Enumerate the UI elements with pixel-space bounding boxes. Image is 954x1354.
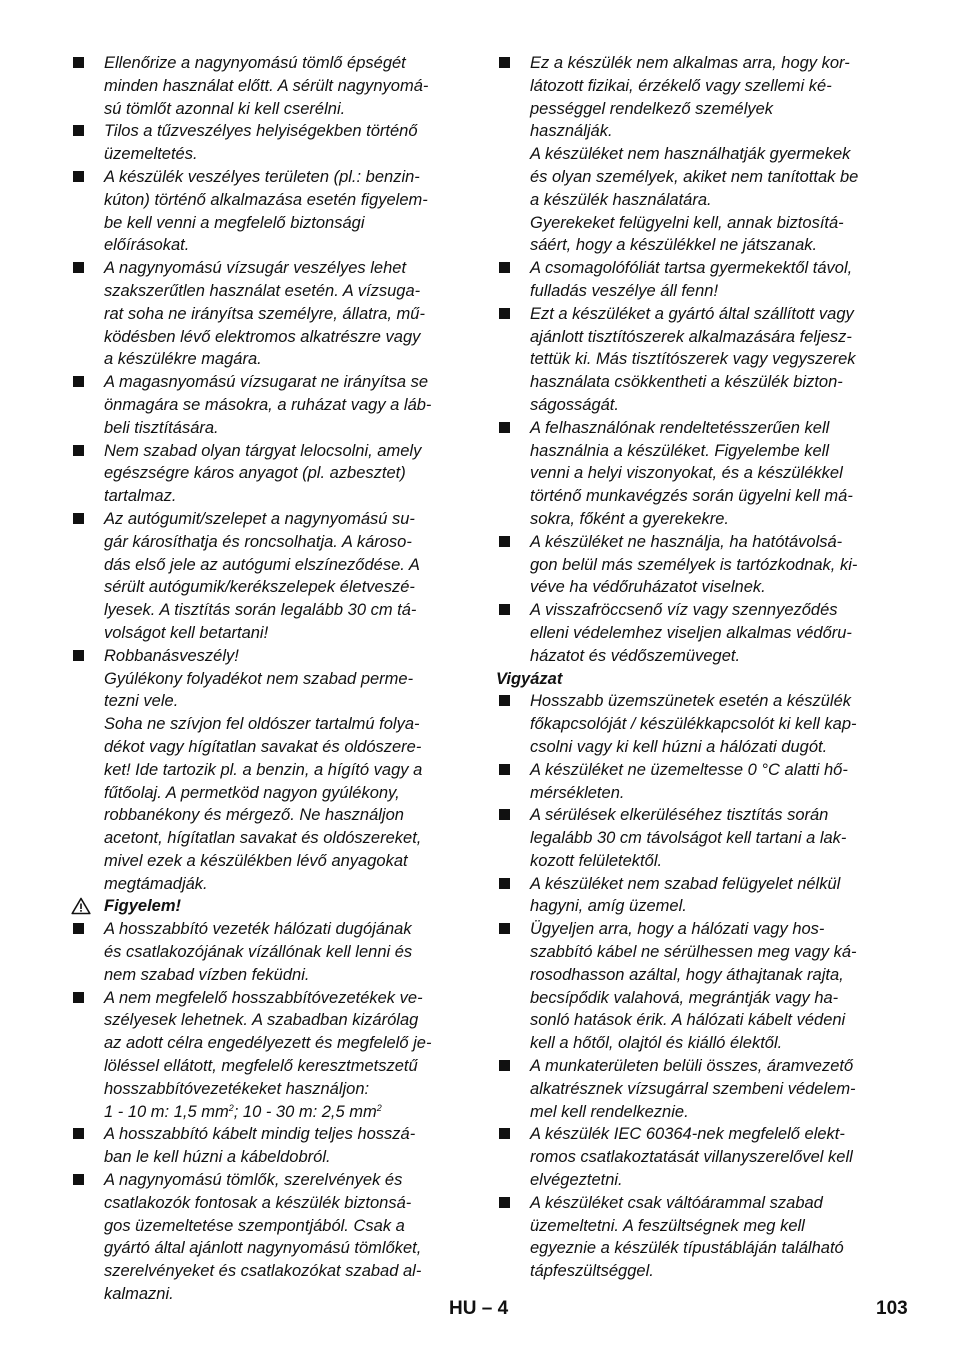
bullet-item xyxy=(70,166,462,257)
bullet-square-icon xyxy=(496,1123,530,1146)
cable-spec-line xyxy=(104,1101,462,1124)
bullet-square-icon xyxy=(70,508,104,531)
text-line: A nagynyomású vízsugár veszélyes lehet xyxy=(104,259,407,278)
text-line: lyesek. A tisztítás során legalább 30 cm tá- xyxy=(104,601,417,620)
item-text xyxy=(530,303,888,417)
bullet-item xyxy=(496,1123,888,1191)
text-line: pességgel rendelkező személyek xyxy=(530,99,774,118)
text-line: gon belül más személyek is tartózkodnak, ki- xyxy=(530,555,858,574)
text-line: gyártó által ajánlott nagynyomású tömlőket, xyxy=(104,1239,422,1258)
text-line: Ügyeljen arra, hogy a hálózati vagy hos- xyxy=(530,920,825,939)
text-line: házatot és védőszemüveget. xyxy=(530,646,741,665)
item-text xyxy=(104,52,462,120)
bullet-item xyxy=(70,918,462,986)
text-line: előírásokat. xyxy=(104,236,190,255)
text-line: főkapcsolóját / készülékkapcsolót ki kell kap- xyxy=(530,715,857,734)
bullet-item xyxy=(496,303,888,417)
text-line: A hosszabbító vezeték hálózati dugójának xyxy=(104,920,412,939)
bullet-item xyxy=(496,599,888,667)
text-line: szerelvényeket és csatlakozókat szabad al- xyxy=(104,1262,422,1281)
text-line: sáért, hogy a készülékkel ne játszanak. xyxy=(530,236,818,255)
item-text xyxy=(530,1192,888,1283)
spec-part: 1 - 10 m: 1,5 mm xyxy=(104,1102,229,1121)
text-line: Az autógumit/szelepet a nagynyomású su- xyxy=(104,509,415,528)
text-line: és olyan személyek, akiket nem tanítottak be xyxy=(530,167,859,186)
bullet-item xyxy=(70,645,462,896)
bullet-square-icon xyxy=(70,120,104,143)
bullet-item xyxy=(70,120,462,166)
bullet-square-icon xyxy=(496,690,530,713)
bullet-square-icon xyxy=(496,417,530,440)
bullet-square-icon xyxy=(70,52,104,75)
bullet-square-icon xyxy=(496,804,530,827)
text-line: elleni védelemhez viseljen alkalmas védőru- xyxy=(530,623,852,642)
item-text xyxy=(104,166,462,257)
text-line: mérsékleten. xyxy=(530,783,625,802)
bullet-square-icon xyxy=(70,1169,104,1192)
text-line: ket! Ide tartozik pl. a benzin, a hígító vagy a xyxy=(104,760,423,779)
text-line: egészségre káros anyagot (pl. azbesztet) xyxy=(104,464,406,483)
text-line: dás első jele az autógumi elszíneződése. A xyxy=(104,555,420,574)
text-line: és csatlakozójának vízállónak kell lenni és xyxy=(104,943,413,962)
item-text xyxy=(530,918,888,1055)
text-line: tápfeszültséggel. xyxy=(530,1262,654,1281)
text-line: acetont, hígítatlan savakat és oldószereket, xyxy=(104,829,422,848)
item-text xyxy=(530,257,888,303)
item-text xyxy=(530,531,888,599)
text-line: kell a hőtől, olajtól és kiálló élektől. xyxy=(530,1034,783,1053)
text-line: becsípődik valahová, megrántják vagy ha- xyxy=(530,988,839,1007)
text-line: Hosszabb üzemszünetek esetén a készülék xyxy=(530,692,852,711)
item-text xyxy=(104,645,462,896)
text-line: rat soha ne irányítsa személyre, állatra, mű- xyxy=(104,304,425,323)
text-line: ajánlott tisztítószerek alkalmazására feljesz- xyxy=(530,327,852,346)
bullet-square-icon xyxy=(70,257,104,280)
text-line: Soha ne szívjon fel oldószer tartalmú folya- xyxy=(104,715,420,734)
text-line: löléssel ellátott, megfelelő keresztmetszetű xyxy=(104,1057,418,1076)
bullet-square-icon xyxy=(70,166,104,189)
text-line: tezni vele. xyxy=(104,692,179,711)
warning-heading xyxy=(70,895,462,918)
bullet-item xyxy=(496,873,888,919)
text-line: A készülék veszélyes területen (pl.: benzin- xyxy=(104,167,420,186)
text-line: Nem szabad olyan tárgyat lelocsolni, amely xyxy=(104,441,422,460)
text-line: kúton) történő alkalmazása esetén figyelem- xyxy=(104,190,428,209)
text-line: gár károsíthatja és roncsolhatja. A károso- xyxy=(104,532,412,551)
bullet-square-icon xyxy=(70,645,104,668)
text-line: Figyelem! xyxy=(104,897,182,916)
text-line: venni a helyi viszonyokat, és a készülékkel xyxy=(530,464,843,483)
text-line: sú tömlőt azonnal ki kell cserélni. xyxy=(104,99,346,118)
text-line: önmagára se másokra, a ruházat vagy a láb- xyxy=(104,395,432,414)
item-text xyxy=(530,1055,888,1123)
text-line: Ellenőrize a nagynyomású tömlő épségét xyxy=(104,54,406,72)
bullet-item xyxy=(70,987,462,1124)
item-text xyxy=(530,599,888,667)
text-line: történő munkavégzés során ügyelni kell má- xyxy=(530,487,853,506)
item-text xyxy=(104,257,462,371)
text-line: csolni vagy ki kell húzni a hálózati dugót. xyxy=(530,737,828,756)
text-line: A nem megfelelő hosszabbítóvezetékek ve- xyxy=(104,988,423,1007)
bullet-item xyxy=(70,440,462,508)
text-line: robbanékony és mérgező. Ne használjon xyxy=(104,806,404,825)
text-line: elvégeztetni. xyxy=(530,1171,623,1190)
text-line: alkatrésznek vízsugárral szembeni védelem- xyxy=(530,1079,856,1098)
right-column xyxy=(496,52,888,1283)
bullet-item xyxy=(496,759,888,805)
text-line: ságosságát. xyxy=(530,395,619,414)
text-line: be kell venni a megfelelő biztonsági xyxy=(104,213,365,232)
bullet-item xyxy=(496,1192,888,1283)
text-line: Gyúlékony folyadékot nem szabad perme- xyxy=(104,669,414,688)
text-line: A felhasználónak rendeltetésszerűen kell xyxy=(530,418,830,437)
text-line: fűtőolaj. A permetköd nagyon gyúlékony, xyxy=(104,783,400,802)
text-line: kalmazni. xyxy=(104,1285,174,1304)
bullet-square-icon xyxy=(496,303,530,326)
bullet-item xyxy=(496,1055,888,1123)
text-line: Gyerekeket felügyelni kell, annak biztosítá- xyxy=(530,213,844,232)
text-line: A készüléket nem használhatják gyermekek xyxy=(530,145,851,164)
text-line: A készüléket nem szabad felügyelet nélkül xyxy=(530,874,841,893)
spec-sup: 2 xyxy=(228,1102,234,1113)
text-line: gos üzemeltetése szempontjából. Csak a xyxy=(104,1216,405,1235)
bullet-item xyxy=(496,417,888,531)
page-number: 103 xyxy=(876,1298,908,1319)
text-line: üzemeltetni. A feszültségnek meg kell xyxy=(530,1216,805,1235)
text-line: használata csökkentheti a készülék bizton- xyxy=(530,373,843,392)
text-line: használnia a készüléket. Figyelembe kell xyxy=(530,441,829,460)
item-text xyxy=(104,371,462,439)
warning-triangle-icon xyxy=(70,895,104,918)
item-text xyxy=(530,690,888,758)
bullet-item xyxy=(496,52,888,257)
item-text xyxy=(104,918,462,986)
text-line: A készüléket csak váltóárammal szabad xyxy=(530,1193,823,1212)
bullet-square-icon xyxy=(496,1192,530,1215)
text-line: Tilos a tűzveszélyes helyiségekben történő xyxy=(104,122,418,141)
bullet-item xyxy=(496,531,888,599)
item-text xyxy=(530,417,888,531)
text-line: Robbanásveszély! xyxy=(104,646,239,665)
text-line: megtámadják. xyxy=(104,874,208,893)
text-line: használják. xyxy=(530,122,613,141)
text-line: A csomagolófóliát tartsa gyermekektől távol, xyxy=(530,259,853,278)
text-line: A hosszabbító kábelt mindig teljes hosszá- xyxy=(104,1125,416,1144)
bullet-item xyxy=(70,1169,462,1306)
item-text xyxy=(530,52,888,257)
text-line: A munkaterületen belüli összes, áramvezető xyxy=(530,1057,854,1076)
bullet-item xyxy=(70,1123,462,1169)
item-text xyxy=(104,440,462,508)
item-text xyxy=(104,1169,462,1306)
bullet-square-icon xyxy=(496,759,530,782)
bullet-square-icon xyxy=(496,918,530,941)
text-line: minden használat előtt. A sérült nagynyomá- xyxy=(104,76,429,95)
text-line: legalább 30 cm távolságot kell tartani a lak- xyxy=(530,829,847,848)
text-line: egyeznie a készülék típustábláján található xyxy=(530,1239,844,1258)
bullet-item xyxy=(496,257,888,303)
text-line: az adott célra engedélyezett és megfelelő je- xyxy=(104,1034,432,1053)
bullet-square-icon xyxy=(70,440,104,463)
footer-section-label: HU – 4 xyxy=(449,1298,509,1319)
text-line: Ez a készülék nem alkalmas arra, hogy kor- xyxy=(530,54,850,72)
text-line: sokra, főként a gyerekekre. xyxy=(530,509,730,528)
text-line: volságot kell betartani! xyxy=(104,623,269,642)
text-line: rosodhasson azáltal, hogy áthajtanak rajta, xyxy=(530,965,844,984)
bullet-square-icon xyxy=(496,873,530,896)
section-heading: Vigyázat xyxy=(496,669,563,688)
text-line: dékot vagy hígítatlan savakat és oldószere- xyxy=(104,737,422,756)
text-line: mivel ezek a készülékben lévő anyagokat xyxy=(104,851,408,870)
text-line: tartalmaz. xyxy=(104,487,177,506)
text-line: A készüléket ne üzemeltesse 0 °C alatti hő- xyxy=(530,760,848,779)
text-line: nem szabad vízben feküdni. xyxy=(104,965,310,984)
item-text xyxy=(530,1123,888,1191)
spec-part: ; 10 - 30 m: 2,5 mm xyxy=(233,1102,377,1121)
text-line: hagyni, amíg üzemel. xyxy=(530,897,687,916)
item-text xyxy=(104,120,462,166)
text-line: A visszafröccsenő víz vagy szennyeződés xyxy=(530,601,838,620)
text-line: A készülék IEC 60364-nek megfelelő elekt- xyxy=(530,1125,845,1144)
text-line: romos csatlakoztatását villanyszerelővel kell xyxy=(530,1148,853,1167)
bullet-item xyxy=(496,804,888,872)
text-line: látozott fizikai, érzékelő vagy szellemi ké- xyxy=(530,76,832,95)
item-text xyxy=(530,759,888,805)
text-line: véve ha védőruházatot viselnek. xyxy=(530,578,766,597)
bullet-square-icon xyxy=(496,531,530,554)
text-line: sérült autógumik/kerékszelepek életveszé- xyxy=(104,578,415,597)
item-text xyxy=(530,804,888,872)
item-text xyxy=(104,1123,462,1169)
item-text xyxy=(104,895,462,918)
text-line: szélyesek lehetnek. A szabadban kizárólag xyxy=(104,1011,419,1030)
text-line: tettük ki. Más tisztítószerek vagy vegyszerek xyxy=(530,350,856,369)
bullet-square-icon xyxy=(496,52,530,75)
text-line: fulladás veszélye áll fenn! xyxy=(530,281,719,300)
bullet-item xyxy=(70,52,462,120)
text-line: a készülék használatára. xyxy=(530,190,712,209)
bullet-item xyxy=(496,918,888,1055)
item-text xyxy=(104,987,462,1124)
left-column xyxy=(70,52,462,1306)
bullet-square-icon xyxy=(70,371,104,394)
text-line: szakszerűtlen használat esetén. A vízsuga- xyxy=(104,281,421,300)
text-line: A sérülések elkerüléséhez tisztítás során xyxy=(530,806,829,825)
bullet-square-icon xyxy=(496,257,530,280)
item-text xyxy=(530,873,888,919)
bullet-square-icon xyxy=(496,599,530,622)
text-line: Ezt a készüléket a gyártó által szállított vagy xyxy=(530,304,854,323)
text-line: beli tisztítására. xyxy=(104,418,219,437)
text-line: A magasnyomású vízsugarat ne irányítsa se xyxy=(104,373,429,392)
bullet-square-icon xyxy=(496,1055,530,1078)
item-text xyxy=(104,508,462,645)
bullet-square-icon xyxy=(70,1123,104,1146)
bullet-square-icon xyxy=(70,918,104,941)
text-line: kozott felületektől. xyxy=(530,851,663,870)
bullet-item xyxy=(70,257,462,371)
text-line: üzemeltetés. xyxy=(104,145,198,164)
text-line: A nagynyomású tömlők, szerelvények és xyxy=(104,1171,403,1190)
text-line: sonló hatások érik. A hálózati kábelt védeni xyxy=(530,1011,846,1030)
text-line: ban le kell húzni a kábeldobról. xyxy=(104,1148,331,1167)
bullet-square-icon xyxy=(70,987,104,1010)
bullet-item xyxy=(70,508,462,645)
text-line: A készüléket ne használja, ha hatótávolsá- xyxy=(530,532,843,551)
text-line: a készülékre magára. xyxy=(104,350,262,369)
spec-sup: 2 xyxy=(376,1102,382,1113)
bullet-item xyxy=(496,690,888,758)
text-line: mel kell rendelkeznie. xyxy=(530,1102,689,1121)
bullet-item xyxy=(70,371,462,439)
text-line: hosszabbítóvezetékeket használjon: xyxy=(104,1079,370,1098)
text-line: ködésben lévő elektromos alkatrészre vagy xyxy=(104,327,421,346)
text-line: szabbító kábel ne sérülhessen meg vagy ká- xyxy=(530,943,857,962)
text-line: csatlakozók fontosak a készülék biztonsá- xyxy=(104,1193,412,1212)
